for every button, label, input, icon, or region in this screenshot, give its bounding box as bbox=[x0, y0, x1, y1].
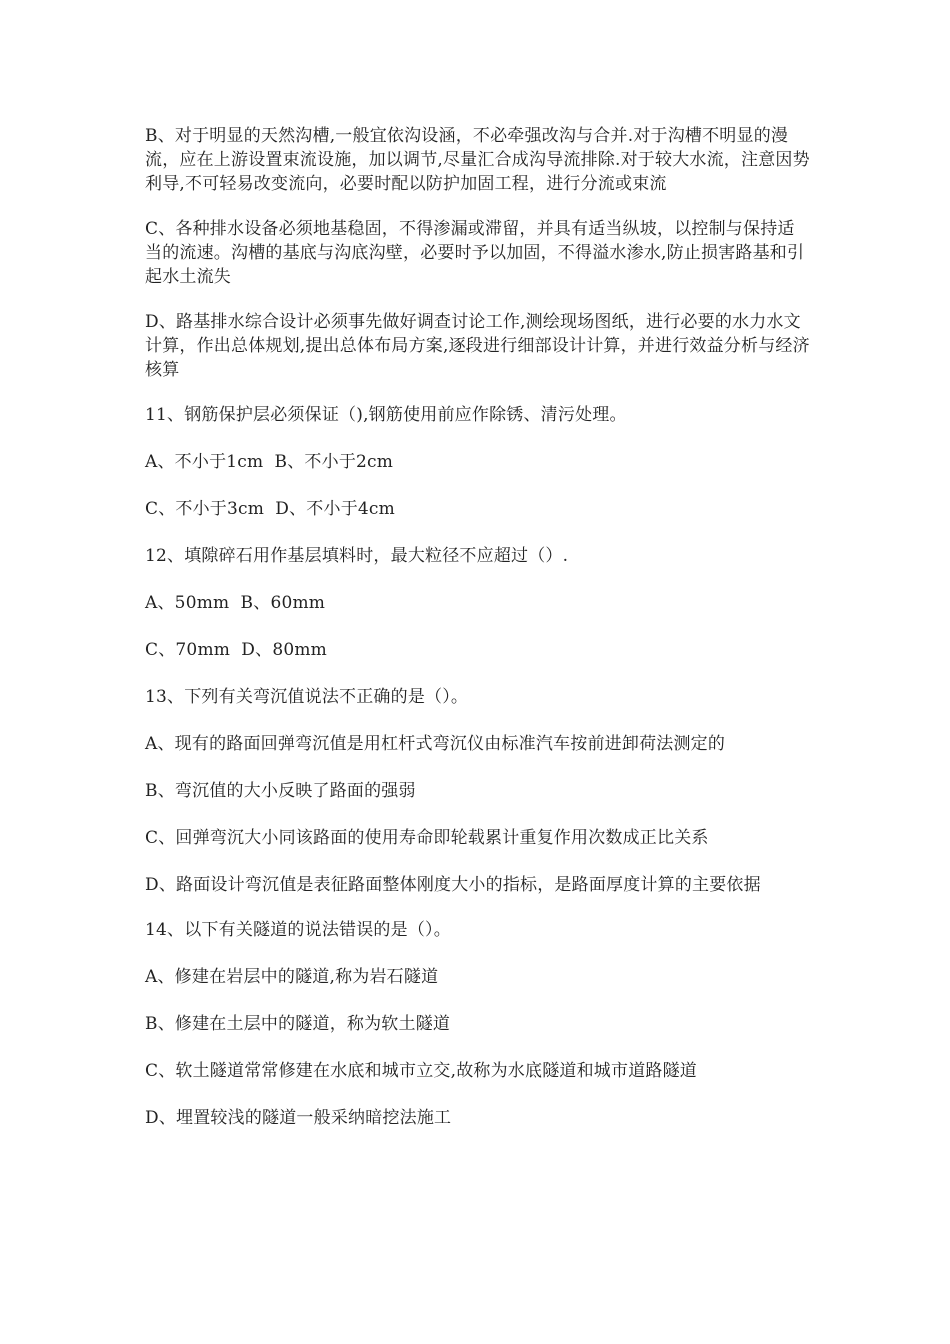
question-14-option-c: C、软土隧道常常修建在水底和城市立交,故称为水底隧道和城市道路隧道 bbox=[145, 1061, 698, 1081]
question-11-options-ab: A、不小于1cm B、不小于2cm bbox=[145, 452, 394, 472]
question-11: 11、钢筋保护层必须保证（),钢筋使用前应作除锈、清污处理。 bbox=[145, 405, 627, 425]
question-13: 13、下列有关弯沉值说法不正确的是（）。 bbox=[145, 687, 469, 707]
question-14: 14、以下有关隧道的说法错误的是（）。 bbox=[145, 920, 451, 940]
document-page bbox=[145, 124, 810, 1153]
question-13-option-c: C、回弹弯沉大小同该路面的使用寿命即轮载累计重复作用次数成正比关系 bbox=[145, 828, 709, 848]
question-12-options-ab: A、50mm B、60mm bbox=[145, 593, 326, 613]
question-13-option-a: A、现有的路面回弹弯沉值是用杠杆式弯沉仪由标准汽车按前进卸荷法测定的 bbox=[145, 734, 726, 754]
question-14-option-b: B、修建在土层中的隧道，称为软土隧道 bbox=[145, 1014, 451, 1034]
option-d-paragraph: D、路基排水综合设计必须事先做好调查讨论工作,测绘现场图纸，进行必要的水力水文计算，作出总体规划,提出总体布局方案,逐段进行细部设计计算，并进行效益分析与经济核算 bbox=[145, 312, 810, 380]
question-13-option-d: D、路面设计弯沉值是表征路面整体刚度大小的指标，是路面厚度计算的主要依据 bbox=[145, 875, 761, 895]
question-12: 12、填隙碎石用作基层填料时，最大粒径不应超过（）. bbox=[145, 546, 569, 566]
question-12-options-cd: C、70mm D、80mm bbox=[145, 640, 327, 660]
question-11-options-cd: C、不小于3cm D、不小于4cm bbox=[145, 499, 395, 519]
question-13-option-b: B、弯沉值的大小反映了路面的强弱 bbox=[145, 781, 416, 801]
question-14-option-d: D、埋置较浅的隧道一般采纳暗挖法施工 bbox=[145, 1108, 452, 1128]
question-14-option-a: A、修建在岩层中的隧道,称为岩石隧道 bbox=[145, 967, 439, 987]
option-b-paragraph: B、对于明显的天然沟槽,一般宜依沟设涵，不必牵强改沟与合并.对于沟槽不明显的漫流，应在上游设置束流设施，加以调节,尽量汇合成沟导流排除.对于较大水流，注意因势利导,不可轻易改变流向，必要时配以防护加固工程，进行分流或束流 bbox=[145, 126, 810, 194]
option-c-paragraph: C、各种排水设备必须地基稳固，不得渗漏或滞留，并具有适当纵坡，以控制与保持适当的流速。沟槽的基底与沟底沟壁，必要时予以加固，不得溢水渗水,防止损害路基和引起水土流失 bbox=[145, 219, 805, 287]
